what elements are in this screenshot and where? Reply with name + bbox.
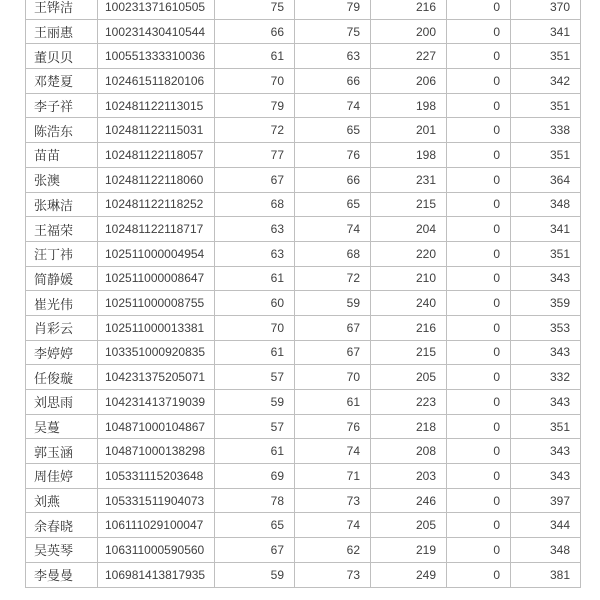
score-1-cell: 59 — [215, 562, 295, 587]
total-score-cell: 348 — [511, 192, 581, 217]
score-1-cell: 57 — [215, 414, 295, 439]
total-score-cell: 343 — [511, 439, 581, 464]
score-2-cell: 74 — [295, 439, 371, 464]
exam-id-cell: 102511000013381 — [98, 315, 215, 340]
score-3-cell: 215 — [371, 340, 447, 365]
score-3-cell: 218 — [371, 414, 447, 439]
score-3-cell: 201 — [371, 118, 447, 143]
exam-id-cell: 104871000104867 — [98, 414, 215, 439]
student-name-cell: 崔光伟 — [26, 291, 98, 316]
table-row — [26, 19, 581, 44]
exam-id-cell: 102481122115031 — [98, 118, 215, 143]
score-4-cell: 0 — [447, 143, 511, 168]
total-score-cell: 332 — [511, 365, 581, 390]
score-4-cell: 0 — [447, 513, 511, 538]
total-score-cell: 343 — [511, 390, 581, 415]
score-3-cell: 210 — [371, 266, 447, 291]
student-name-cell: 刘思雨 — [26, 390, 98, 415]
score-1-cell: 61 — [215, 266, 295, 291]
table-row — [26, 118, 581, 143]
student-name-cell: 王铧洁 — [26, 0, 98, 19]
student-name-cell: 任俊璇 — [26, 365, 98, 390]
score-4-cell: 0 — [447, 538, 511, 563]
score-1-cell: 77 — [215, 143, 295, 168]
student-name-cell: 李婷婷 — [26, 340, 98, 365]
exam-id-cell: 102461511820106 — [98, 69, 215, 94]
student-name-cell: 肖彩云 — [26, 315, 98, 340]
score-2-cell: 63 — [295, 44, 371, 69]
table-row — [26, 439, 581, 464]
exam-id-cell: 104231375205071 — [98, 365, 215, 390]
score-4-cell: 0 — [447, 44, 511, 69]
table-row — [26, 315, 581, 340]
score-4-cell: 0 — [447, 0, 511, 19]
score-2-cell: 75 — [295, 19, 371, 44]
total-score-cell: 351 — [511, 143, 581, 168]
score-2-cell: 76 — [295, 414, 371, 439]
score-2-cell: 74 — [295, 217, 371, 242]
score-3-cell: 219 — [371, 538, 447, 563]
student-name-cell: 董贝贝 — [26, 44, 98, 69]
exam-id-cell: 100231371610505 — [98, 0, 215, 19]
score-1-cell: 57 — [215, 365, 295, 390]
student-name-cell: 王福荣 — [26, 217, 98, 242]
score-1-cell: 63 — [215, 241, 295, 266]
student-name-cell: 李曼曼 — [26, 562, 98, 587]
total-score-cell: 342 — [511, 69, 581, 94]
table-row — [26, 562, 581, 587]
exam-id-cell: 102481122113015 — [98, 93, 215, 118]
total-score-cell: 397 — [511, 488, 581, 513]
total-score-cell: 370 — [511, 0, 581, 19]
exam-id-cell: 102481122118717 — [98, 217, 215, 242]
student-name-cell: 吴英琴 — [26, 538, 98, 563]
total-score-cell: 351 — [511, 414, 581, 439]
table-row — [26, 340, 581, 365]
total-score-cell: 341 — [511, 19, 581, 44]
score-3-cell: 216 — [371, 315, 447, 340]
exam-id-cell: 102481122118060 — [98, 167, 215, 192]
score-4-cell: 0 — [447, 93, 511, 118]
student-name-cell: 周佳婷 — [26, 464, 98, 489]
student-name-cell: 张琳洁 — [26, 192, 98, 217]
score-1-cell: 79 — [215, 93, 295, 118]
score-2-cell: 74 — [295, 93, 371, 118]
score-3-cell: 220 — [371, 241, 447, 266]
table-row — [26, 0, 581, 19]
score-2-cell: 71 — [295, 464, 371, 489]
score-3-cell: 200 — [371, 19, 447, 44]
score-4-cell: 0 — [447, 192, 511, 217]
table-row — [26, 192, 581, 217]
score-3-cell: 216 — [371, 0, 447, 19]
student-name-cell: 刘燕 — [26, 488, 98, 513]
score-4-cell: 0 — [447, 241, 511, 266]
exam-id-cell: 105331511904073 — [98, 488, 215, 513]
exam-id-cell: 102511000008647 — [98, 266, 215, 291]
score-3-cell: 205 — [371, 365, 447, 390]
score-3-cell: 206 — [371, 69, 447, 94]
student-name-cell: 王丽惠 — [26, 19, 98, 44]
total-score-cell: 359 — [511, 291, 581, 316]
student-name-cell: 苗苗 — [26, 143, 98, 168]
score-2-cell: 66 — [295, 69, 371, 94]
table-row — [26, 513, 581, 538]
score-4-cell: 0 — [447, 464, 511, 489]
score-2-cell: 73 — [295, 488, 371, 513]
score-table-body — [26, 0, 581, 587]
exam-id-cell: 104871000138298 — [98, 439, 215, 464]
score-1-cell: 70 — [215, 69, 295, 94]
score-2-cell: 65 — [295, 192, 371, 217]
score-2-cell: 68 — [295, 241, 371, 266]
table-row — [26, 266, 581, 291]
table-row — [26, 241, 581, 266]
score-1-cell: 66 — [215, 19, 295, 44]
total-score-cell: 351 — [511, 93, 581, 118]
total-score-cell: 381 — [511, 562, 581, 587]
score-3-cell: 240 — [371, 291, 447, 316]
student-name-cell: 吴蔓 — [26, 414, 98, 439]
student-name-cell: 简静媛 — [26, 266, 98, 291]
score-3-cell: 227 — [371, 44, 447, 69]
exam-id-cell: 106111029100047 — [98, 513, 215, 538]
exam-id-cell: 102481122118252 — [98, 192, 215, 217]
table-row — [26, 217, 581, 242]
score-4-cell: 0 — [447, 562, 511, 587]
table-row — [26, 538, 581, 563]
score-2-cell: 66 — [295, 167, 371, 192]
score-3-cell: 203 — [371, 464, 447, 489]
score-3-cell: 198 — [371, 93, 447, 118]
score-1-cell: 61 — [215, 340, 295, 365]
total-score-cell: 344 — [511, 513, 581, 538]
score-4-cell: 0 — [447, 315, 511, 340]
score-3-cell: 215 — [371, 192, 447, 217]
score-4-cell: 0 — [447, 19, 511, 44]
table-row — [26, 291, 581, 316]
score-2-cell: 65 — [295, 118, 371, 143]
student-name-cell: 陈浩东 — [26, 118, 98, 143]
score-3-cell: 204 — [371, 217, 447, 242]
score-3-cell: 205 — [371, 513, 447, 538]
score-1-cell: 61 — [215, 439, 295, 464]
score-4-cell: 0 — [447, 69, 511, 94]
exam-id-cell: 100551333310036 — [98, 44, 215, 69]
student-name-cell: 余春晓 — [26, 513, 98, 538]
total-score-cell: 343 — [511, 266, 581, 291]
score-1-cell: 67 — [215, 167, 295, 192]
table-row — [26, 44, 581, 69]
exam-id-cell: 105331115203648 — [98, 464, 215, 489]
student-name-cell: 郭玉涵 — [26, 439, 98, 464]
exam-id-cell: 102481122118057 — [98, 143, 215, 168]
student-name-cell: 汪丁祎 — [26, 241, 98, 266]
exam-id-cell: 106311000590560 — [98, 538, 215, 563]
score-1-cell: 60 — [215, 291, 295, 316]
total-score-cell: 343 — [511, 340, 581, 365]
score-4-cell: 0 — [447, 390, 511, 415]
score-3-cell: 198 — [371, 143, 447, 168]
score-1-cell: 70 — [215, 315, 295, 340]
exam-id-cell: 104231413719039 — [98, 390, 215, 415]
table-row — [26, 414, 581, 439]
score-2-cell: 72 — [295, 266, 371, 291]
table-row — [26, 167, 581, 192]
score-2-cell: 61 — [295, 390, 371, 415]
exam-id-cell: 102511000004954 — [98, 241, 215, 266]
score-2-cell: 67 — [295, 315, 371, 340]
score-table — [25, 0, 581, 588]
score-2-cell: 70 — [295, 365, 371, 390]
score-2-cell: 79 — [295, 0, 371, 19]
score-4-cell: 0 — [447, 266, 511, 291]
score-4-cell: 0 — [447, 118, 511, 143]
score-3-cell: 249 — [371, 562, 447, 587]
score-3-cell: 208 — [371, 439, 447, 464]
score-2-cell: 73 — [295, 562, 371, 587]
score-4-cell: 0 — [447, 488, 511, 513]
score-4-cell: 0 — [447, 414, 511, 439]
table-row — [26, 390, 581, 415]
score-1-cell: 72 — [215, 118, 295, 143]
table-row — [26, 488, 581, 513]
score-2-cell: 67 — [295, 340, 371, 365]
table-row — [26, 93, 581, 118]
total-score-cell: 353 — [511, 315, 581, 340]
score-1-cell: 75 — [215, 0, 295, 19]
score-3-cell: 223 — [371, 390, 447, 415]
score-1-cell: 65 — [215, 513, 295, 538]
score-4-cell: 0 — [447, 365, 511, 390]
score-table-container — [25, 0, 580, 588]
score-2-cell: 76 — [295, 143, 371, 168]
exam-id-cell: 100231430410544 — [98, 19, 215, 44]
score-1-cell: 61 — [215, 44, 295, 69]
score-4-cell: 0 — [447, 340, 511, 365]
student-name-cell: 邓楚夏 — [26, 69, 98, 94]
table-row — [26, 69, 581, 94]
score-4-cell: 0 — [447, 291, 511, 316]
score-2-cell: 62 — [295, 538, 371, 563]
table-row — [26, 365, 581, 390]
score-1-cell: 67 — [215, 538, 295, 563]
total-score-cell: 338 — [511, 118, 581, 143]
score-1-cell: 63 — [215, 217, 295, 242]
score-4-cell: 0 — [447, 217, 511, 242]
score-3-cell: 231 — [371, 167, 447, 192]
score-4-cell: 0 — [447, 167, 511, 192]
total-score-cell: 348 — [511, 538, 581, 563]
score-2-cell: 74 — [295, 513, 371, 538]
score-4-cell: 0 — [447, 439, 511, 464]
exam-id-cell: 106981413817935 — [98, 562, 215, 587]
student-name-cell: 李子祥 — [26, 93, 98, 118]
total-score-cell: 341 — [511, 217, 581, 242]
score-2-cell: 59 — [295, 291, 371, 316]
total-score-cell: 343 — [511, 464, 581, 489]
score-1-cell: 78 — [215, 488, 295, 513]
score-1-cell: 69 — [215, 464, 295, 489]
total-score-cell: 364 — [511, 167, 581, 192]
total-score-cell: 351 — [511, 44, 581, 69]
score-1-cell: 59 — [215, 390, 295, 415]
exam-id-cell: 102511000008755 — [98, 291, 215, 316]
student-name-cell: 张澳 — [26, 167, 98, 192]
exam-id-cell: 103351000920835 — [98, 340, 215, 365]
table-row — [26, 143, 581, 168]
score-1-cell: 68 — [215, 192, 295, 217]
total-score-cell: 351 — [511, 241, 581, 266]
table-row — [26, 464, 581, 489]
score-3-cell: 246 — [371, 488, 447, 513]
